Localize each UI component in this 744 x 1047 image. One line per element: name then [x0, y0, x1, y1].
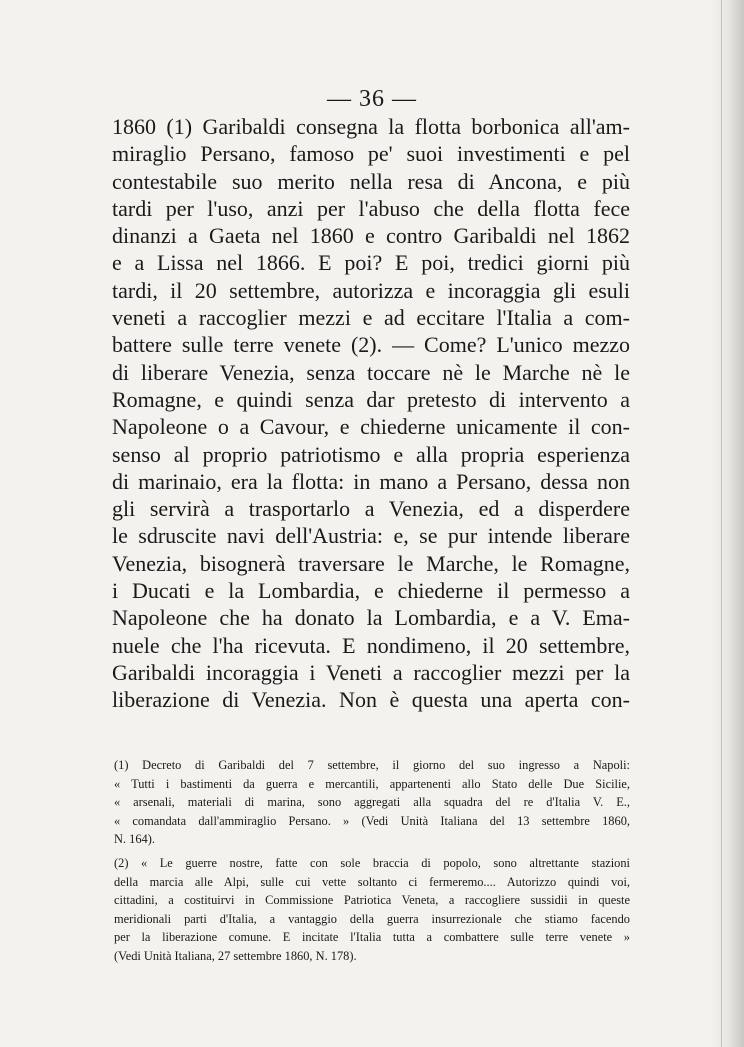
footnotes [114, 756, 630, 966]
body-line: Napoleone o a Cavour, e chiederne unicamente il con- [112, 414, 630, 440]
body-text [112, 113, 630, 714]
body-line: Napoleone che ha donato la Lombardia, e a V. Ema- [112, 605, 630, 631]
body-line: Venezia, bisognerà traversare le Marche, le Romagne, [112, 550, 630, 576]
body-line: tardi per l'uso, anzi per l'abuso che della flotta fece [112, 195, 630, 221]
footnote-line: (2) « Le guerre nostre, fatte con sole braccia di popolo, sono altrettante stazioni [114, 855, 630, 870]
footnote-line: cittadini, a costituirvi in Commissione Patriotica Veneta, a raccogliere sussidii in queste [114, 893, 630, 908]
body-line: battere sulle terre venete (2). — Come? L'unico mezzo [112, 332, 630, 358]
body-line: e a Lissa nel 1866. E poi? E poi, tredici giorni più [112, 250, 630, 276]
footnote-line: (1) Decreto di Garibaldi del 7 settembre, il giorno del suo ingresso a Napoli: [114, 758, 630, 772]
footnote-line: meridionali parti d'Italia, a vantaggio della guerra insurrezionale che stiamo facendo [114, 911, 630, 926]
body-line: Garibaldi incoraggia i Veneti a raccoglier mezzi per la [112, 659, 630, 685]
footnote-line: della marcia alle Alpi, sulle cui vette soltanto ci fermeremo.... Autorizzo quindi voi, [114, 874, 630, 889]
footnote-line: « comandata dall'ammiraglio Persano. » (Vedi Unità Italiana del 13 settembre 1860, [114, 813, 630, 828]
page-number: — 36 — [327, 86, 417, 112]
page-edge-shadow [710, 0, 744, 1047]
body-line: i Ducati e la Lombardia, e chiederne il permesso a [112, 578, 630, 604]
body-line: di liberare Venezia, senza toccare nè le Marche nè le [112, 359, 630, 385]
body-line: dinanzi a Gaeta nel 1860 e contro Garibaldi nel 1862 [112, 223, 630, 249]
footnote-line: « Tutti i bastimenti da guerra e mercantili, appartenenti allo Stato delle Due Sicilie, [114, 776, 630, 791]
body-line: gli servirà a trasportarlo a Venezia, ed a disperdere [112, 496, 630, 522]
body-line: nuele che l'ha ricevuta. E nondimeno, il 20 settembre, [112, 632, 630, 658]
footnote-1 [114, 756, 630, 849]
body-line: tardi, il 20 settembre, autorizza e incoraggia gli esuli [112, 277, 630, 303]
footnote-line: (Vedi Unità Italiana, 27 settembre 1860, N. 178). [114, 948, 357, 963]
body-line: di marinaio, era la flotta: in mano a Persano, dessa non [112, 468, 630, 494]
body-line: liberazione di Venezia. Non è questa una aperta con- [112, 687, 630, 713]
body-line: 1860 (1) Garibaldi consegna la flotta borbonica all'am- [112, 114, 630, 139]
body-line: miraglio Persano, famoso pe' suoi investimenti e pel [112, 141, 630, 167]
page-edge-line [721, 0, 722, 1047]
body-line: Romagne, e quindi senza dar pretesto di intervento a [112, 386, 630, 412]
body-line: le sdruscite navi dell'Austria: e, se pur intende liberare [112, 523, 630, 549]
body-line: senso al proprio patriotismo e alla propria esperienza [112, 441, 630, 467]
body-line: contestabile suo merito nella resa di Ancona, e più [112, 168, 630, 194]
footnote-2 [114, 854, 630, 966]
footnote-line: N. 164). [114, 832, 155, 847]
footnote-line: « arsenali, materiali di marina, sono aggregati alla squadra del re d'Italia V. E., [114, 795, 630, 810]
body-line: veneti a raccoglier mezzi e ad eccitare l'Italia a com- [112, 305, 630, 331]
footnote-line: per la liberazione comune. E incitate l'Italia tutta a combattere sulle terre venete » [114, 930, 630, 945]
